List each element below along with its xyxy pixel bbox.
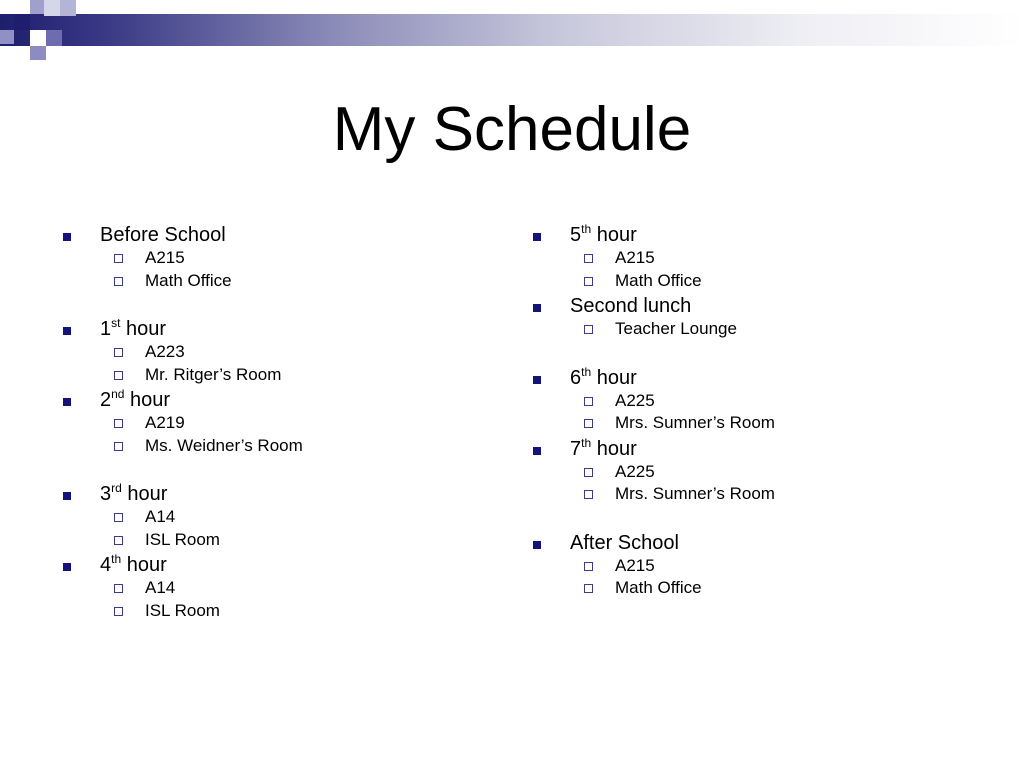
hollow-square-bullet-icon <box>114 419 123 428</box>
hollow-square-bullet-icon <box>114 536 123 545</box>
location-item <box>60 506 303 529</box>
square-bullet-icon <box>533 447 541 455</box>
period-word: hour <box>121 483 168 505</box>
ordinal-suffix: nd <box>111 387 125 401</box>
schedule-right-column <box>530 224 775 600</box>
period-number: 7 <box>570 437 582 460</box>
location-item <box>60 412 303 435</box>
period-word: hour <box>124 389 171 411</box>
period-word: hour <box>591 224 637 246</box>
period-label: Second lunch <box>570 295 692 317</box>
schedule-period <box>60 389 303 412</box>
hollow-square-bullet-icon <box>114 584 123 593</box>
hollow-square-bullet-icon <box>584 562 593 571</box>
hollow-square-bullet-icon <box>584 490 593 499</box>
schedule-period <box>60 318 303 341</box>
hollow-square-bullet-icon <box>114 607 123 616</box>
period-word: hour <box>591 366 637 389</box>
location-text: A14 <box>145 507 176 526</box>
location-text: Mrs. Sumner’s Room <box>615 413 775 432</box>
period-label: After School <box>570 531 679 554</box>
hollow-square-bullet-icon <box>584 397 593 406</box>
location-item <box>60 364 303 387</box>
hollow-square-bullet-icon <box>114 513 123 522</box>
spacer <box>530 506 775 532</box>
location-text: ISL Room <box>145 600 220 620</box>
schedule-period <box>530 364 775 390</box>
location-text: A14 <box>145 578 176 597</box>
schedule-period <box>530 295 775 318</box>
location-text: A223 <box>145 342 185 361</box>
hollow-square-bullet-icon <box>114 277 123 286</box>
location-text: A225 <box>615 390 655 410</box>
location-text: A215 <box>615 248 655 267</box>
square-bullet-icon <box>533 541 541 549</box>
period-word: hour <box>120 318 167 340</box>
square-bullet-icon <box>63 492 71 500</box>
location-item <box>60 529 303 552</box>
period-word: hour <box>121 554 167 576</box>
spacer <box>60 292 303 318</box>
location-item <box>530 555 775 578</box>
hollow-square-bullet-icon <box>584 277 593 286</box>
schedule-period <box>60 483 303 506</box>
location-item <box>60 270 303 293</box>
location-text: A219 <box>145 413 185 432</box>
square-bullet-icon <box>63 398 71 406</box>
schedule-period <box>60 554 303 577</box>
period-number: 5 <box>570 224 582 246</box>
period-number: 6 <box>570 366 582 389</box>
location-item <box>530 412 775 435</box>
location-text: Mr. Ritger’s Room <box>145 364 282 384</box>
header-gradient-bar <box>0 14 1024 46</box>
period-number: 1 <box>100 318 112 340</box>
location-text: Math Office <box>615 578 702 597</box>
spacer <box>530 341 775 367</box>
period-number: 4 <box>100 554 112 576</box>
square-bullet-icon <box>533 233 541 241</box>
period-label: Before School <box>100 224 226 246</box>
square-bullet-icon <box>63 327 71 335</box>
hollow-square-bullet-icon <box>584 254 593 263</box>
period-word: hour <box>591 437 637 460</box>
square-bullet-icon <box>533 304 541 312</box>
location-text: A225 <box>615 461 655 481</box>
period-number: 3 <box>100 483 112 505</box>
location-item <box>60 577 303 600</box>
ordinal-suffix: th <box>111 552 122 566</box>
ordinal-suffix: th <box>581 435 592 450</box>
hollow-square-bullet-icon <box>584 419 593 428</box>
square-bullet-icon <box>63 563 71 571</box>
location-text: Ms. Weidner’s Room <box>145 435 303 455</box>
location-item <box>60 435 303 458</box>
ordinal-suffix: rd <box>111 481 122 495</box>
location-item <box>530 318 775 341</box>
ordinal-suffix: th <box>581 222 592 236</box>
location-text: Teacher Lounge <box>615 319 737 338</box>
location-item <box>530 483 775 506</box>
location-item <box>60 247 303 270</box>
spacer <box>60 457 303 483</box>
location-text: Math Office <box>615 270 702 290</box>
location-text: A215 <box>145 248 185 267</box>
schedule-period <box>530 435 775 461</box>
location-item <box>60 600 303 623</box>
hollow-square-bullet-icon <box>114 348 123 357</box>
hollow-square-bullet-icon <box>584 325 593 334</box>
schedule-left-column <box>60 224 303 622</box>
location-text: A215 <box>615 555 655 575</box>
location-item <box>530 390 775 413</box>
hollow-square-bullet-icon <box>114 371 123 380</box>
ordinal-suffix: th <box>581 364 592 379</box>
location-item <box>530 461 775 484</box>
location-item <box>530 577 775 600</box>
schedule-period <box>60 224 303 247</box>
hollow-square-bullet-icon <box>584 468 593 477</box>
period-number: 2 <box>100 389 112 411</box>
hollow-square-bullet-icon <box>114 442 123 451</box>
square-bullet-icon <box>533 376 541 384</box>
location-text: ISL Room <box>145 529 220 549</box>
location-text: Mrs. Sumner’s Room <box>615 484 775 503</box>
square-bullet-icon <box>63 233 71 241</box>
location-item <box>530 270 775 293</box>
location-text: Math Office <box>145 270 232 290</box>
hollow-square-bullet-icon <box>584 584 593 593</box>
schedule-period <box>530 532 775 555</box>
hollow-square-bullet-icon <box>114 254 123 263</box>
location-item <box>530 247 775 270</box>
schedule-period <box>530 224 775 247</box>
slide-title: My Schedule <box>332 95 692 164</box>
ordinal-suffix: st <box>111 316 121 330</box>
location-item <box>60 341 303 364</box>
